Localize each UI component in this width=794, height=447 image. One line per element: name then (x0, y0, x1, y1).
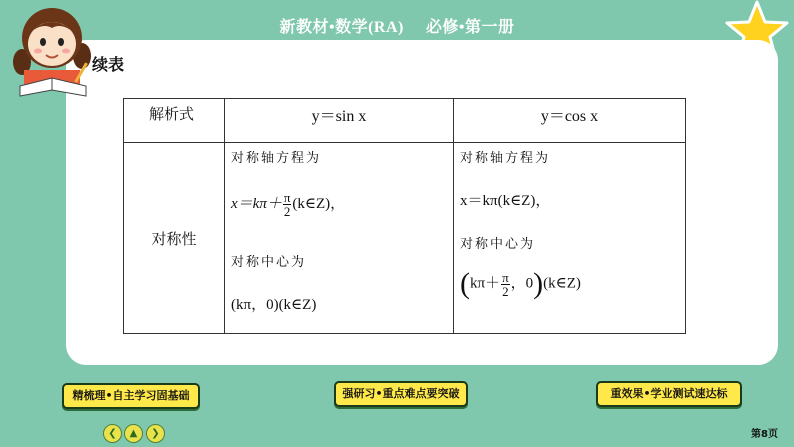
nav-button-test[interactable]: 重效果•学业测试速达标 (596, 381, 742, 407)
cos-center-label: 对称中心为 (460, 237, 536, 252)
sin-center-formula: (kπ，0)(k∈Z) (231, 297, 317, 313)
header-title (0, 14, 794, 37)
table-row-symmetry (124, 143, 686, 334)
girl-reading-icon (2, 0, 97, 100)
cos-center-formula: (kπ＋ $\frac{\pi}{2}$ ，0)(k∈Z) (460, 267, 581, 300)
cos-axis-formula: x＝kπ(k∈Z)， (460, 193, 551, 209)
symmetry-table (123, 98, 686, 334)
pi-over-2-fraction: $\frac{\pi}{2}$ (283, 190, 291, 219)
header-cell-label: 解析式 (124, 99, 225, 143)
table-header-row (124, 99, 686, 143)
cos-axis-label: 对称轴方程为 (460, 151, 551, 166)
home-button[interactable]: ▲ (124, 424, 143, 443)
sin-symmetry-cell (225, 143, 454, 334)
next-page-button[interactable]: ❯ (146, 424, 165, 443)
nav-button-review[interactable]: 精梳理•自主学习固基础 (62, 383, 200, 409)
prev-page-button[interactable]: ❮ (103, 424, 122, 443)
row-label-cell: 对称性 (124, 143, 225, 334)
sin-axis-label: 对称轴方程为 (231, 151, 322, 166)
section-label: 续表 (92, 55, 125, 74)
header-title-left: 新教材•数学(RA) (279, 19, 404, 36)
header-title-right: 必修•第一册 (425, 19, 515, 36)
pi-over-2-fraction: $\frac{\pi}{2}$ (502, 269, 509, 299)
header-cell-cos: y＝cos x (454, 99, 686, 143)
cos-symmetry-cell (454, 143, 686, 334)
page-number: 第8页 (751, 429, 778, 440)
sin-center-label: 对称中心为 (231, 255, 307, 270)
header-cell-sin: y＝sin x (225, 99, 454, 143)
nav-button-study[interactable]: 强研习•重点难点要突破 (334, 381, 468, 407)
sin-axis-formula: x＝kπ＋ $\frac{\pi}{2}$ (k∈Z)， (231, 190, 346, 219)
